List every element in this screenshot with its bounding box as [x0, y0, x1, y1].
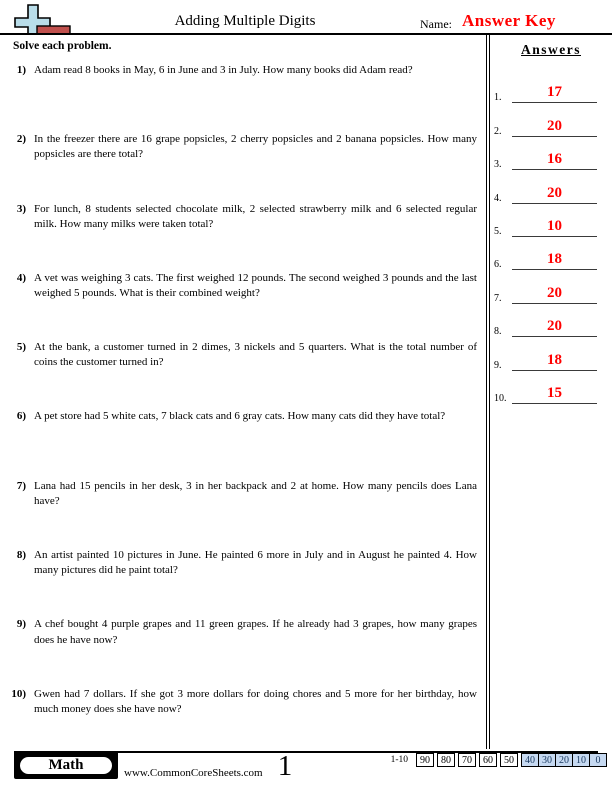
problem-row-4 [0, 271, 486, 340]
score-cell-50: 50 [500, 753, 518, 767]
problem-row-3 [0, 202, 486, 271]
score-cell-90: 90 [416, 753, 434, 767]
answer-line [512, 284, 597, 304]
answer-line [512, 117, 597, 137]
answer-number: 4. [494, 192, 502, 204]
answer-value: 18 [547, 351, 562, 368]
answer-line [512, 384, 597, 404]
page-title: Adding Multiple Digits [174, 13, 316, 29]
problem-text: A vet was weighing 3 cats. The first weighed 12 pounds. The second weighed 3 pounds and the last weighed 5 pounds. What is their combined weight? [34, 271, 477, 300]
answer-line [512, 317, 597, 337]
answer-value: 17 [547, 84, 562, 101]
header [0, 0, 612, 35]
problem-text: Gwen had 7 dollars. If she got 3 more dollars for doing chores and 5 more for her birthday, how much money does she have now? [34, 687, 477, 715]
score-cells [413, 753, 607, 767]
answer-row-4 [490, 170, 612, 203]
answer-line [512, 351, 597, 371]
content [0, 35, 612, 749]
subject-logo [14, 751, 118, 779]
name-label: Name: [420, 17, 452, 31]
answer-line [512, 150, 597, 170]
answer-line [512, 184, 597, 204]
answer-line [512, 250, 597, 270]
problem-number: 1) [16, 64, 26, 76]
score-grid [391, 753, 607, 767]
answer-value: 10 [547, 217, 562, 234]
answer-number: 8. [494, 326, 502, 338]
problem-text: For lunch, 8 students selected chocolate milk, 2 selected strawberry milk and 6 selected regular milk. How many milks were taken total? [34, 202, 477, 230]
problem-number: 2) [16, 133, 26, 146]
footer [0, 748, 612, 792]
score-cell-60: 60 [479, 753, 497, 767]
problem-row-5 [0, 340, 486, 409]
problem-text: Adam read 8 books in May, 6 in June and 3 in July. How many books did Adam read? [34, 64, 413, 76]
answer-value: 20 [547, 318, 562, 335]
problem-number: 4) [16, 271, 26, 284]
problems-column [0, 35, 486, 749]
answer-list [490, 70, 612, 404]
answer-number: 7. [494, 292, 502, 304]
problem-text: An artist painted 10 pictures in June. He painted 6 more in July and in August he painted 4. How many pictures did he paint total? [34, 549, 477, 577]
problem-text: In the freezer there are 16 grape popsicles, 2 cherry popsicles and 2 banana popsicles. How many popsicles are there total? [34, 133, 477, 161]
answer-number: 3. [494, 159, 502, 171]
answer-row-8 [490, 304, 612, 337]
score-cell-0: 0 [589, 753, 607, 767]
problem-number: 5) [16, 341, 26, 354]
page-number: 1 [277, 750, 293, 782]
instruction-text: Solve each problem. [13, 40, 112, 52]
answer-value: 16 [547, 151, 562, 168]
problem-number: 6) [16, 410, 26, 423]
answer-row-2 [490, 103, 612, 136]
answer-key-text: Answer Key [462, 11, 556, 30]
problem-text: Lana had 15 pencils in her desk, 3 in her backpack and 2 at home. How many pencils does Lana have? [34, 479, 477, 507]
answer-number: 6. [494, 259, 502, 271]
answer-line [512, 83, 597, 103]
answer-value: 20 [547, 284, 562, 301]
answer-number: 10. [494, 392, 507, 404]
answer-row-9 [490, 337, 612, 370]
problem-number: 3) [16, 202, 26, 215]
answer-row-1 [490, 70, 612, 103]
score-cell-20: 20 [555, 753, 573, 767]
answer-value: 20 [547, 184, 562, 201]
answer-value: 15 [547, 384, 562, 401]
score-cell-70: 70 [458, 753, 476, 767]
website-text: www.CommonCoreSheets.com [124, 767, 263, 779]
problem-row-6 [0, 409, 486, 478]
answers-column [490, 35, 612, 749]
answer-value: 18 [547, 251, 562, 268]
problem-number: 9) [16, 618, 26, 631]
answer-row-3 [490, 137, 612, 170]
score-cell-80: 80 [437, 753, 455, 767]
subject-label: Math [18, 755, 114, 776]
problem-row-7 [0, 479, 486, 548]
answer-row-10 [490, 371, 612, 404]
answer-number: 2. [494, 125, 502, 137]
answers-title: Answers [521, 42, 581, 57]
score-range-label: 1-10 [390, 755, 408, 765]
answer-row-6 [490, 237, 612, 270]
problem-row-9 [0, 617, 486, 686]
problem-number: 8) [16, 549, 26, 562]
problem-row-1 [0, 63, 486, 132]
answer-line [512, 217, 597, 237]
problem-text: At the bank, a customer turned in 2 dimes, 3 nickels and 5 quarters. What is the total number of coins the customer turned in? [34, 341, 477, 369]
answer-number: 5. [494, 225, 502, 237]
answer-value: 20 [547, 117, 562, 134]
answer-row-7 [490, 270, 612, 303]
answer-number: 9. [494, 359, 502, 371]
problem-number: 7) [16, 479, 26, 492]
problem-row-10 [0, 687, 486, 756]
answer-row-5 [490, 204, 612, 237]
score-cell-10: 10 [572, 753, 590, 767]
problem-text: A chef bought 4 purple grapes and 11 green grapes. If he already had 3 grapes, how many grapes does he have now? [34, 618, 477, 646]
score-cell-40: 40 [521, 753, 539, 767]
problem-text: A pet store had 5 white cats, 7 black cats and 6 gray cats. How many cats did they have total? [34, 410, 446, 423]
problem-number: 10) [11, 687, 26, 700]
answer-number: 1. [494, 92, 502, 104]
problem-row-8 [0, 548, 486, 617]
score-cell-30: 30 [538, 753, 556, 767]
problem-row-2 [0, 132, 486, 201]
